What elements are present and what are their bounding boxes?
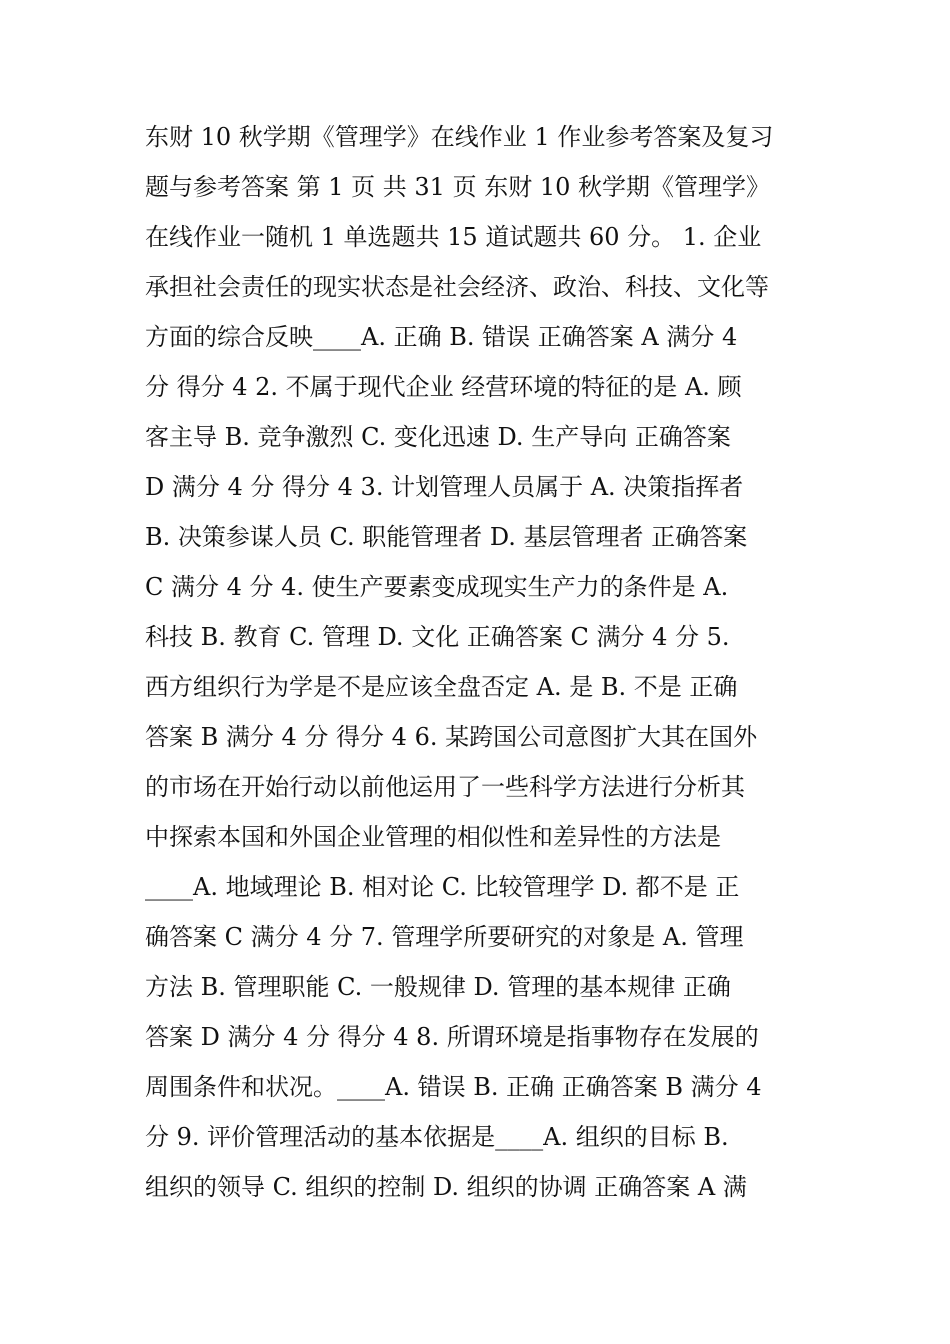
text-line: C 满分 4 分 4. 使生产要素变成现实生产力的条件是 A. [145,573,729,601]
text-line: B. 决策参谋人员 C. 职能管理者 D. 基层管理者 正确答案 [145,523,748,551]
text-line: 答案 D 满分 4 分 得分 4 8. 所谓环境是指事物存在发展的 [145,1023,759,1051]
text-line: D 满分 4 分 得分 4 3. 计划管理人员属于 A. 决策指挥者 [145,473,744,501]
text-line: 分 9. 评价管理活动的基本依据是____A. 组织的目标 B. [145,1123,729,1151]
text-line: 东财 10 秋学期《管理学》在线作业 1 作业参考答案及复习 [145,123,774,151]
text-line: 中探索本国和外国企业管理的相似性和差异性的方法是 [145,823,721,851]
body-text [145,112,810,1212]
text-line: 确答案 C 满分 4 分 7. 管理学所要研究的对象是 A. 管理 [145,923,744,951]
text-line: 分 得分 4 2. 不属于现代企业 经营环境的特征的是 A. 顾 [145,373,742,401]
text-line: 题与参考答案 第 1 页 共 31 页 东财 10 秋学期《管理学》 [145,173,771,201]
text-line: ____A. 地域理论 B. 相对论 C. 比较管理学 D. 都不是 正 [145,873,740,901]
text-line: 承担社会责任的现实状态是社会经济、政治、科技、文化等 [145,273,769,301]
text-line: 组织的领导 C. 组织的控制 D. 组织的协调 正确答案 A 满 [145,1173,747,1201]
text-line: 科技 B. 教育 C. 管理 D. 文化 正确答案 C 满分 4 分 5. [145,623,730,651]
text-line: 周围条件和状况。____A. 错误 B. 正确 正确答案 B 满分 4 [145,1073,762,1101]
text-line: 西方组织行为学是不是应该全盘否定 A. 是 B. 不是 正确 [145,673,738,701]
text-line: 在线作业一随机 1 单选题共 15 道试题共 60 分。 1. 企业 [145,223,762,251]
text-line: 方法 B. 管理职能 C. 一般规律 D. 管理的基本规律 正确 [145,973,731,1001]
text-line: 客主导 B. 竞争激烈 C. 变化迅速 D. 生产导向 正确答案 [145,423,731,451]
text-line: 答案 B 满分 4 分 得分 4 6. 某跨国公司意图扩大其在国外 [145,723,758,751]
text-line: 的市场在开始行动以前他运用了一些科学方法进行分析其 [145,773,745,801]
text-line: 方面的综合反映____A. 正确 B. 错误 正确答案 A 满分 4 [145,323,738,351]
